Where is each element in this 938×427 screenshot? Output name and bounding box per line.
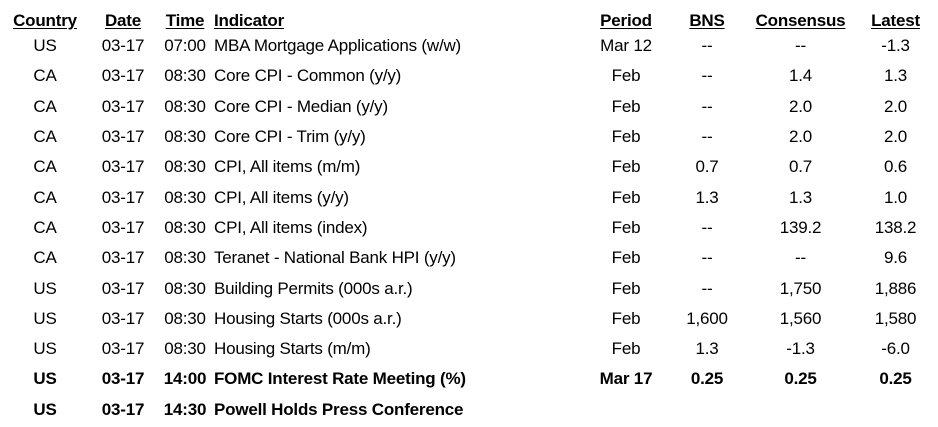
cell-indicator: MBA Mortgage Applications (w/w) [214,36,462,56]
cell-latest: 1,580 [874,308,917,328]
cell-consensus: 1,750 [779,278,822,298]
cell-bns: -- [701,248,713,268]
header-date: Date [104,11,142,30]
cell-period: Feb [611,339,641,359]
cell-latest: 9.6 [883,248,908,268]
cell-time: 08:30 [164,157,206,177]
table-row [0,61,938,91]
table-row [0,243,938,273]
cell-country: CA [33,187,57,207]
header-bns: BNS [689,11,725,30]
cell-indicator: FOMC Interest Rate Meeting (%) [214,369,466,389]
header-indicator: Indicator [214,11,284,30]
cell-indicator: CPI, All items (y/y) [214,187,349,207]
cell-latest: 2.0 [883,127,908,147]
cell-country: CA [33,248,57,268]
table-row [0,122,938,152]
cell-country: US [33,308,57,328]
cell-date: 03-17 [101,127,145,147]
cell-latest: 138.2 [874,217,917,237]
cell-consensus: -1.3 [786,339,815,359]
cell-country: CA [33,66,57,86]
calendar-table [0,3,938,425]
cell-indicator: Core CPI - Common (y/y) [214,66,402,86]
cell-indicator: Powell Holds Press Conference [214,399,464,419]
cell-date: 03-17 [101,248,145,268]
cell-time: 07:00 [164,36,206,56]
cell-period: Feb [611,96,641,116]
table-row [0,334,938,364]
cell-country: US [33,36,57,56]
cell-time: 08:30 [164,308,206,328]
cell-latest: -6.0 [881,339,910,359]
cell-consensus: 1,560 [779,308,822,328]
cell-time: 14:30 [163,399,207,419]
cell-indicator: Housing Starts (000s a.r.) [214,308,402,328]
cell-bns: 1.3 [695,187,719,207]
cell-date: 03-17 [101,187,145,207]
table-row [0,364,938,394]
cell-time: 08:30 [164,66,206,86]
cell-time: 08:30 [164,278,206,298]
cell-bns [666,395,748,425]
cell-date: 03-17 [101,157,145,177]
cell-bns: 1.3 [695,339,719,359]
cell-consensus: -- [795,248,806,268]
cell-latest: 2.0 [883,96,908,116]
cell-period: Feb [611,187,641,207]
cell-latest: 0.25 [879,369,912,389]
header-time: Time [165,11,205,30]
cell-bns: -- [701,278,713,298]
cell-date: 03-17 [101,339,145,359]
cell-indicator: CPI, All items (index) [214,217,368,237]
cell-country: US [33,369,57,389]
cell-bns: -- [701,217,713,237]
cell-time: 08:30 [164,187,206,207]
cell-period: Mar 12 [600,36,652,56]
cell-consensus: 2.0 [788,96,813,116]
cell-consensus: 1.3 [788,187,813,207]
table-row [0,92,938,122]
cell-period: Feb [611,278,641,298]
cell-period: Feb [611,308,641,328]
cell-time: 08:30 [164,339,206,359]
cell-date: 03-17 [101,217,145,237]
cell-country: CA [33,157,57,177]
cell-bns: -- [701,127,713,147]
cell-country: US [33,278,57,298]
cell-bns: -- [701,66,713,86]
table-row [0,152,938,182]
cell-date: 03-17 [101,308,145,328]
cell-date: 03-17 [101,399,145,419]
cell-country: CA [33,96,57,116]
cell-consensus [748,395,853,425]
cell-indicator: Building Permits (000s a.r.) [214,278,413,298]
cell-latest: 0.6 [883,157,908,177]
cell-time: 08:30 [164,96,206,116]
header-period: Period [600,11,652,30]
cell-country: CA [33,217,57,237]
cell-consensus: 1.4 [788,66,813,86]
cell-period: Feb [611,127,641,147]
cell-consensus: 0.25 [784,369,817,389]
cell-latest: -1.3 [881,36,910,56]
cell-indicator: Housing Starts (m/m) [214,339,371,359]
table-row [0,182,938,212]
cell-bns: -- [701,96,713,116]
cell-date: 03-17 [101,36,145,56]
cell-latest: 1.3 [883,66,908,86]
cell-time: 14:00 [163,369,207,389]
header-row [0,3,938,31]
cell-indicator: Teranet - National Bank HPI (y/y) [214,248,456,268]
cell-indicator: Core CPI - Trim (y/y) [214,127,366,147]
cell-consensus: -- [795,36,806,56]
cell-latest: 1,886 [874,278,917,298]
cell-time: 08:30 [164,248,206,268]
cell-indicator: CPI, All items (m/m) [214,157,361,177]
cell-country: US [33,399,57,419]
cell-date: 03-17 [101,369,145,389]
cell-period: Mar 17 [599,369,653,389]
cell-country: US [33,339,57,359]
cell-period: Feb [611,248,641,268]
header-country: Country [13,11,77,30]
table-row [0,273,938,303]
cell-time: 08:30 [164,217,206,237]
cell-country: CA [33,127,57,147]
cell-date: 03-17 [101,66,145,86]
table-row [0,31,938,61]
cell-date: 03-17 [101,96,145,116]
table-row [0,213,938,243]
table-row [0,395,938,425]
cell-consensus: 139.2 [779,217,822,237]
cell-consensus: 0.7 [788,157,813,177]
cell-period: Feb [611,66,641,86]
header-consensus: Consensus [755,11,846,30]
cell-bns: 0.25 [690,369,724,389]
cell-indicator: Core CPI - Median (y/y) [214,96,388,116]
cell-period [586,395,666,425]
cell-latest [853,395,938,425]
header-latest: Latest [871,11,920,30]
table-row [0,304,938,334]
cell-period: Feb [611,217,641,237]
cell-consensus: 2.0 [788,127,813,147]
cell-period: Feb [611,157,641,177]
cell-bns: 0.7 [695,157,719,177]
cell-date: 03-17 [101,278,145,298]
cell-bns: -- [701,36,713,56]
cell-latest: 1.0 [883,187,908,207]
cell-time: 08:30 [164,127,206,147]
cell-bns: 1,600 [686,308,728,328]
